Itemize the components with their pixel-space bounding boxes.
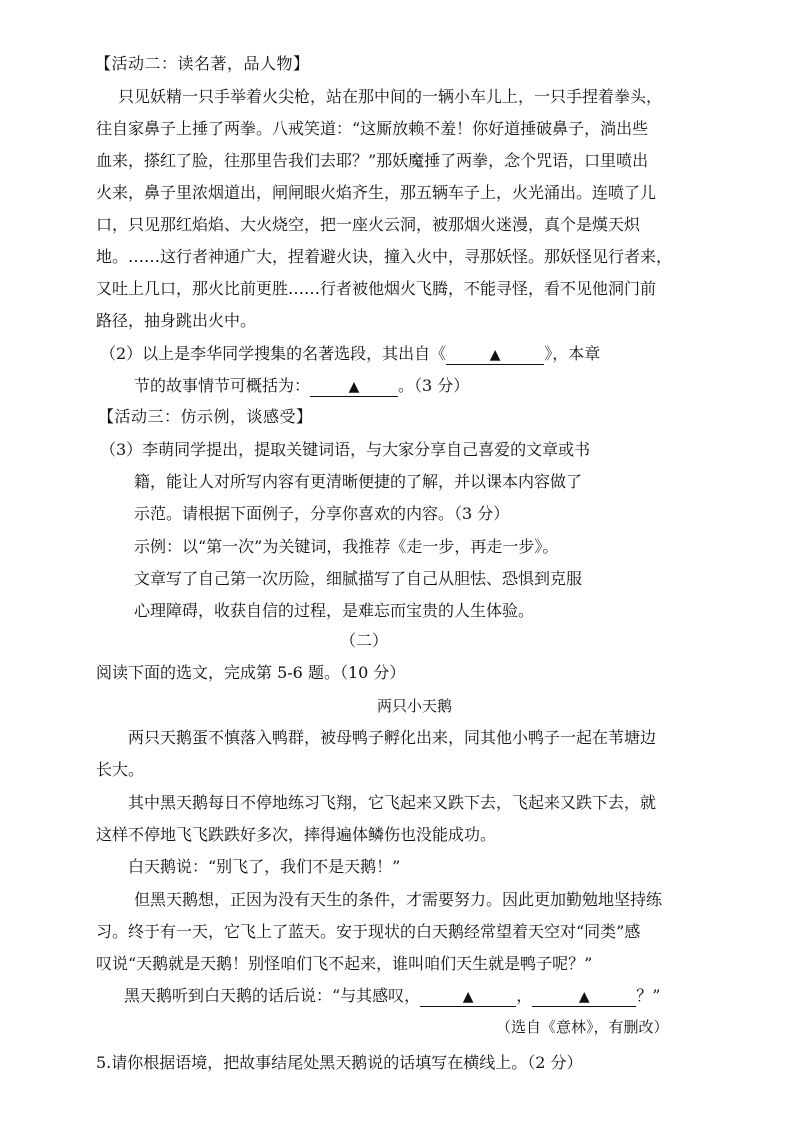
story-line-8: 叹说“天鹅就是天鹅！别怪咱们飞不起来，谁叫咱们天生就是鸭子呢？” (96, 954, 593, 973)
answer-blank-swan-2[interactable] (532, 987, 636, 1007)
answer-blank-swan-1[interactable] (420, 987, 516, 1007)
story-last-line (124, 985, 660, 1007)
story-title: 两只小天鹅 (377, 697, 453, 715)
story-line-2: 长大。 (96, 760, 145, 779)
section-instruction: 阅读下面的选文，完成第 5-6 题。（10 分） (96, 663, 406, 682)
story-line-5: 白天鹅说：“别飞了，我们不是天鹅！” (128, 857, 401, 876)
passage-line-6: 地。……这行者神通广大，捏着避火诀，撞入火中，寻那妖怪。那妖怪见行者来， (96, 247, 673, 266)
q3-example-line-3: 心理障碍，收获自信的过程，是难忘而宝贵的人生体验。 (134, 601, 535, 620)
story-last-end: ？” (636, 986, 661, 1005)
passage-line-5: 口，只见那红焰焰、大火烧空，把一座火云洞，被那烟火迷漫，真个是熯天炽 (96, 215, 641, 234)
blank-marker: ▲ (578, 989, 590, 1005)
q3-line-2: 籍，能让人对所写内容有更清晰便捷的了解，并以课本内容做了 (134, 472, 583, 491)
story-line-4: 这样不停地飞飞跌跌好多次，摔得遍体鳞伤也没能成功。 (96, 825, 497, 844)
passage-line-2: 往自家鼻子上捶了两拳。八戒笑道：“这厮放赖不羞！你好道捶破鼻子，淌出些 (96, 119, 649, 138)
question-2-line-2 (134, 375, 469, 397)
passage-line-7: 又吐上几口，那火比前更胜……行者被他烟火飞腾，不能寻怪，看不见他洞门前 (96, 279, 657, 298)
q2-text-d: 。（3 分） (398, 376, 470, 395)
question-5: 5.请你根据语境，把故事结尾处黑天鹅说的话填写在横线上。（2 分） (96, 1053, 583, 1072)
story-source: （选自《意林》，有删改） (496, 1018, 669, 1036)
activity3-heading: 【活动三：仿示例，谈感受】 (98, 407, 313, 426)
story-line-3: 其中黑天鹅每日不停地练习飞翔，它飞起来又跌下去，飞起来又跌下去，就 (128, 793, 657, 812)
q2-text-b: 》，本章 (544, 344, 601, 363)
question-2 (100, 343, 600, 365)
answer-blank-plot[interactable] (310, 377, 398, 397)
answer-blank-book[interactable] (446, 345, 544, 365)
passage-line-8: 路径，抽身跳出火中。 (96, 311, 257, 330)
q2-text-c: 节的故事情节可概括为： (134, 376, 311, 395)
q3-example-line-2: 文章写了自己第一次历险，细腻描写了自己从胆怯、恐惧到克服 (134, 569, 583, 588)
story-line-1: 两只天鹅蛋不慎落入鸭群，被母鸭子孵化出来，同其他小鸭子一起在苇塘边 (128, 728, 657, 747)
blank-marker: ▲ (462, 989, 474, 1005)
passage-line-4: 火来，鼻子里浓烟道出，闸闸眼火焰齐生，那五辆车子上，火光涌出。连喷了儿 (96, 183, 657, 202)
activity2-heading: 【活动二：读名著，品人物】 (95, 54, 310, 73)
q3-line-3: 示范。请根据下面例子，分享你喜欢的内容。（3 分） (134, 504, 510, 523)
blank-marker: ▲ (348, 379, 360, 395)
story-last-sep: ， (516, 986, 533, 1005)
story-line-7: 习。终于有一天，它飞上了蓝天。安于现状的白天鹅经常望着天空对“同类”感 (96, 922, 641, 941)
q3-example-line-1: 示例：以“第一次”为关键词，我推荐《走一步，再走一步》。 (134, 537, 559, 556)
section-marker: （二） (340, 631, 389, 650)
q3-line-1: （3）李萌同学提出，提取关键词语，与大家分享自己喜爱的文章或书 (100, 440, 591, 459)
passage-line-1: 只见妖精一只手举着火尖枪，站在那中间的一辆小车儿上，一只手捏着拳头， (118, 87, 663, 106)
passage-line-3: 血来，搽红了脸，往那里告我们去耶？”那妖魔捶了两拳，念个咒语，口里喷出 (96, 151, 649, 170)
blank-marker: ▲ (489, 347, 501, 363)
story-line-6: 但黑天鹅想，正因为没有天生的条件，才需要努力。因此更加勤勉地坚持练 (134, 890, 663, 909)
q2-text-a: （2）以上是李华同学搜集的名著选段，其出自《 (100, 344, 447, 363)
story-last-text: 黑天鹅听到白天鹅的话后说：“与其感叹， (124, 986, 421, 1005)
